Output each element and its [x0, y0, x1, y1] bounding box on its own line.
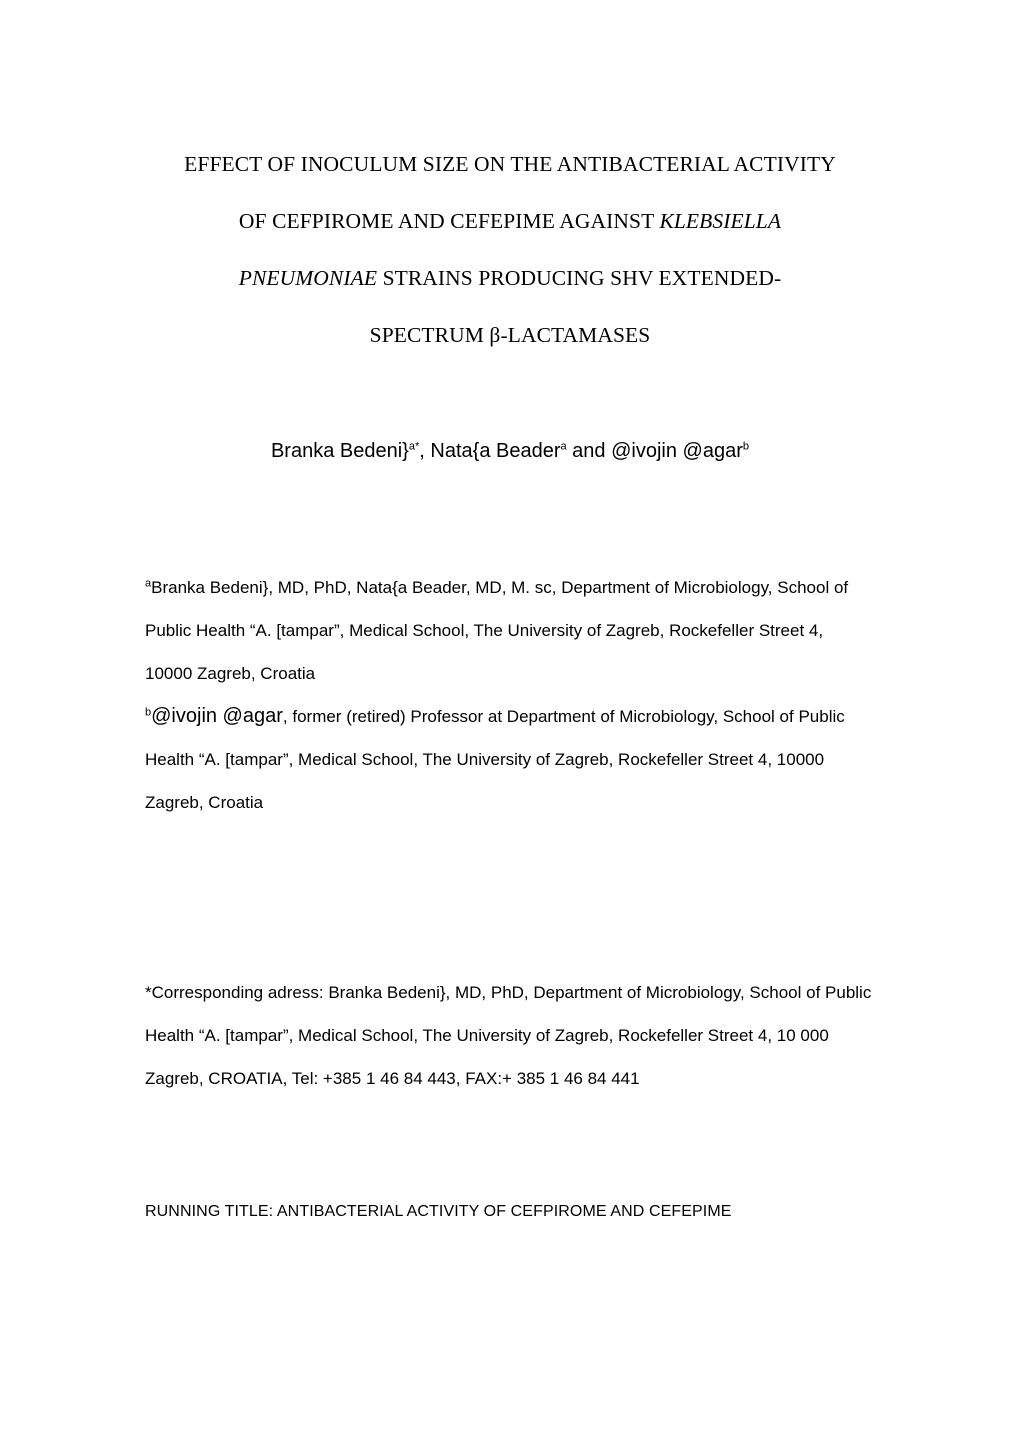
title-line-4-text: SPECTRUM β-LACTAMASES [369, 323, 651, 347]
author-2-name: Nata{a Beader [430, 440, 561, 462]
corresponding-address [145, 971, 875, 1100]
author-separator-1: , [419, 440, 431, 462]
author-list [145, 436, 875, 466]
affiliation-a-marker: a [145, 577, 152, 590]
running-title-text: RUNNING TITLE: ANTIBACTERIAL ACTIVITY OF CEFPIROME AND CEFEPIME [145, 1203, 732, 1220]
title-line-4 [145, 307, 875, 364]
article-title [145, 136, 875, 364]
author-3-affiliation-marker: b [742, 440, 750, 453]
title-line-2-italic: KLEBSIELLA [659, 209, 782, 233]
page-content [145, 0, 875, 1224]
affiliation-b-marker: b [145, 706, 152, 719]
affiliation-b-text: , former (retired) Professor at Department of Microbiology, School of Public Health “A. [tampar”, Medical School, The University of Zagreb, Rockefeller Street 4, 10000 Zagreb, Croatia [145, 707, 845, 812]
title-line-3-italic: PNEUMONIAE [238, 266, 378, 290]
affiliation-a [145, 566, 875, 695]
author-2-affiliation-marker: a [560, 440, 567, 453]
author-1-affiliation-marker: a* [408, 440, 420, 453]
affiliation-a-lead: Branka Bedeni} [151, 578, 269, 597]
corresponding-address-text: *Corresponding adress: Branka Bedeni}, MD, PhD, Department of Microbiology, School of Public Health “A. [tampar”, Medical School, The University of Zagreb, Rockefeller Street 4, 10 000 Zagreb, CROATIA, Tel: +385 1 46 84 443, FAX:+ 385 1 46 84 441 [145, 983, 872, 1088]
title-line-3 [145, 250, 875, 307]
affiliation-a-text: , MD, PhD, Nata{a Beader, MD, M. sc, Department of Microbiology, School of Public Health “A. [tampar”, Medical School, The University of Zagreb, Rockefeller Street 4, 10000 Zagreb, Croatia [145, 578, 849, 683]
title-line-2 [145, 193, 875, 250]
affiliations-block [145, 566, 875, 824]
author-1-name: Branka Bedeni} [270, 440, 409, 462]
title-line-1 [145, 136, 875, 193]
title-line-3-text: STRAINS PRODUCING SHV EXTENDED- [377, 266, 782, 290]
author-3-name: @ivojin @agar [611, 440, 743, 462]
affiliation-b-lead: @ivojin @agar [151, 705, 283, 727]
title-line-2-text: OF CEFPIROME AND CEFEPIME AGAINST [238, 209, 660, 233]
author-separator-2: and [566, 440, 612, 462]
title-line-1-text: EFFECT OF INOCULUM SIZE ON THE ANTIBACTERIAL ACTIVITY [184, 152, 836, 176]
running-title [145, 1200, 875, 1224]
affiliation-b [145, 695, 875, 824]
